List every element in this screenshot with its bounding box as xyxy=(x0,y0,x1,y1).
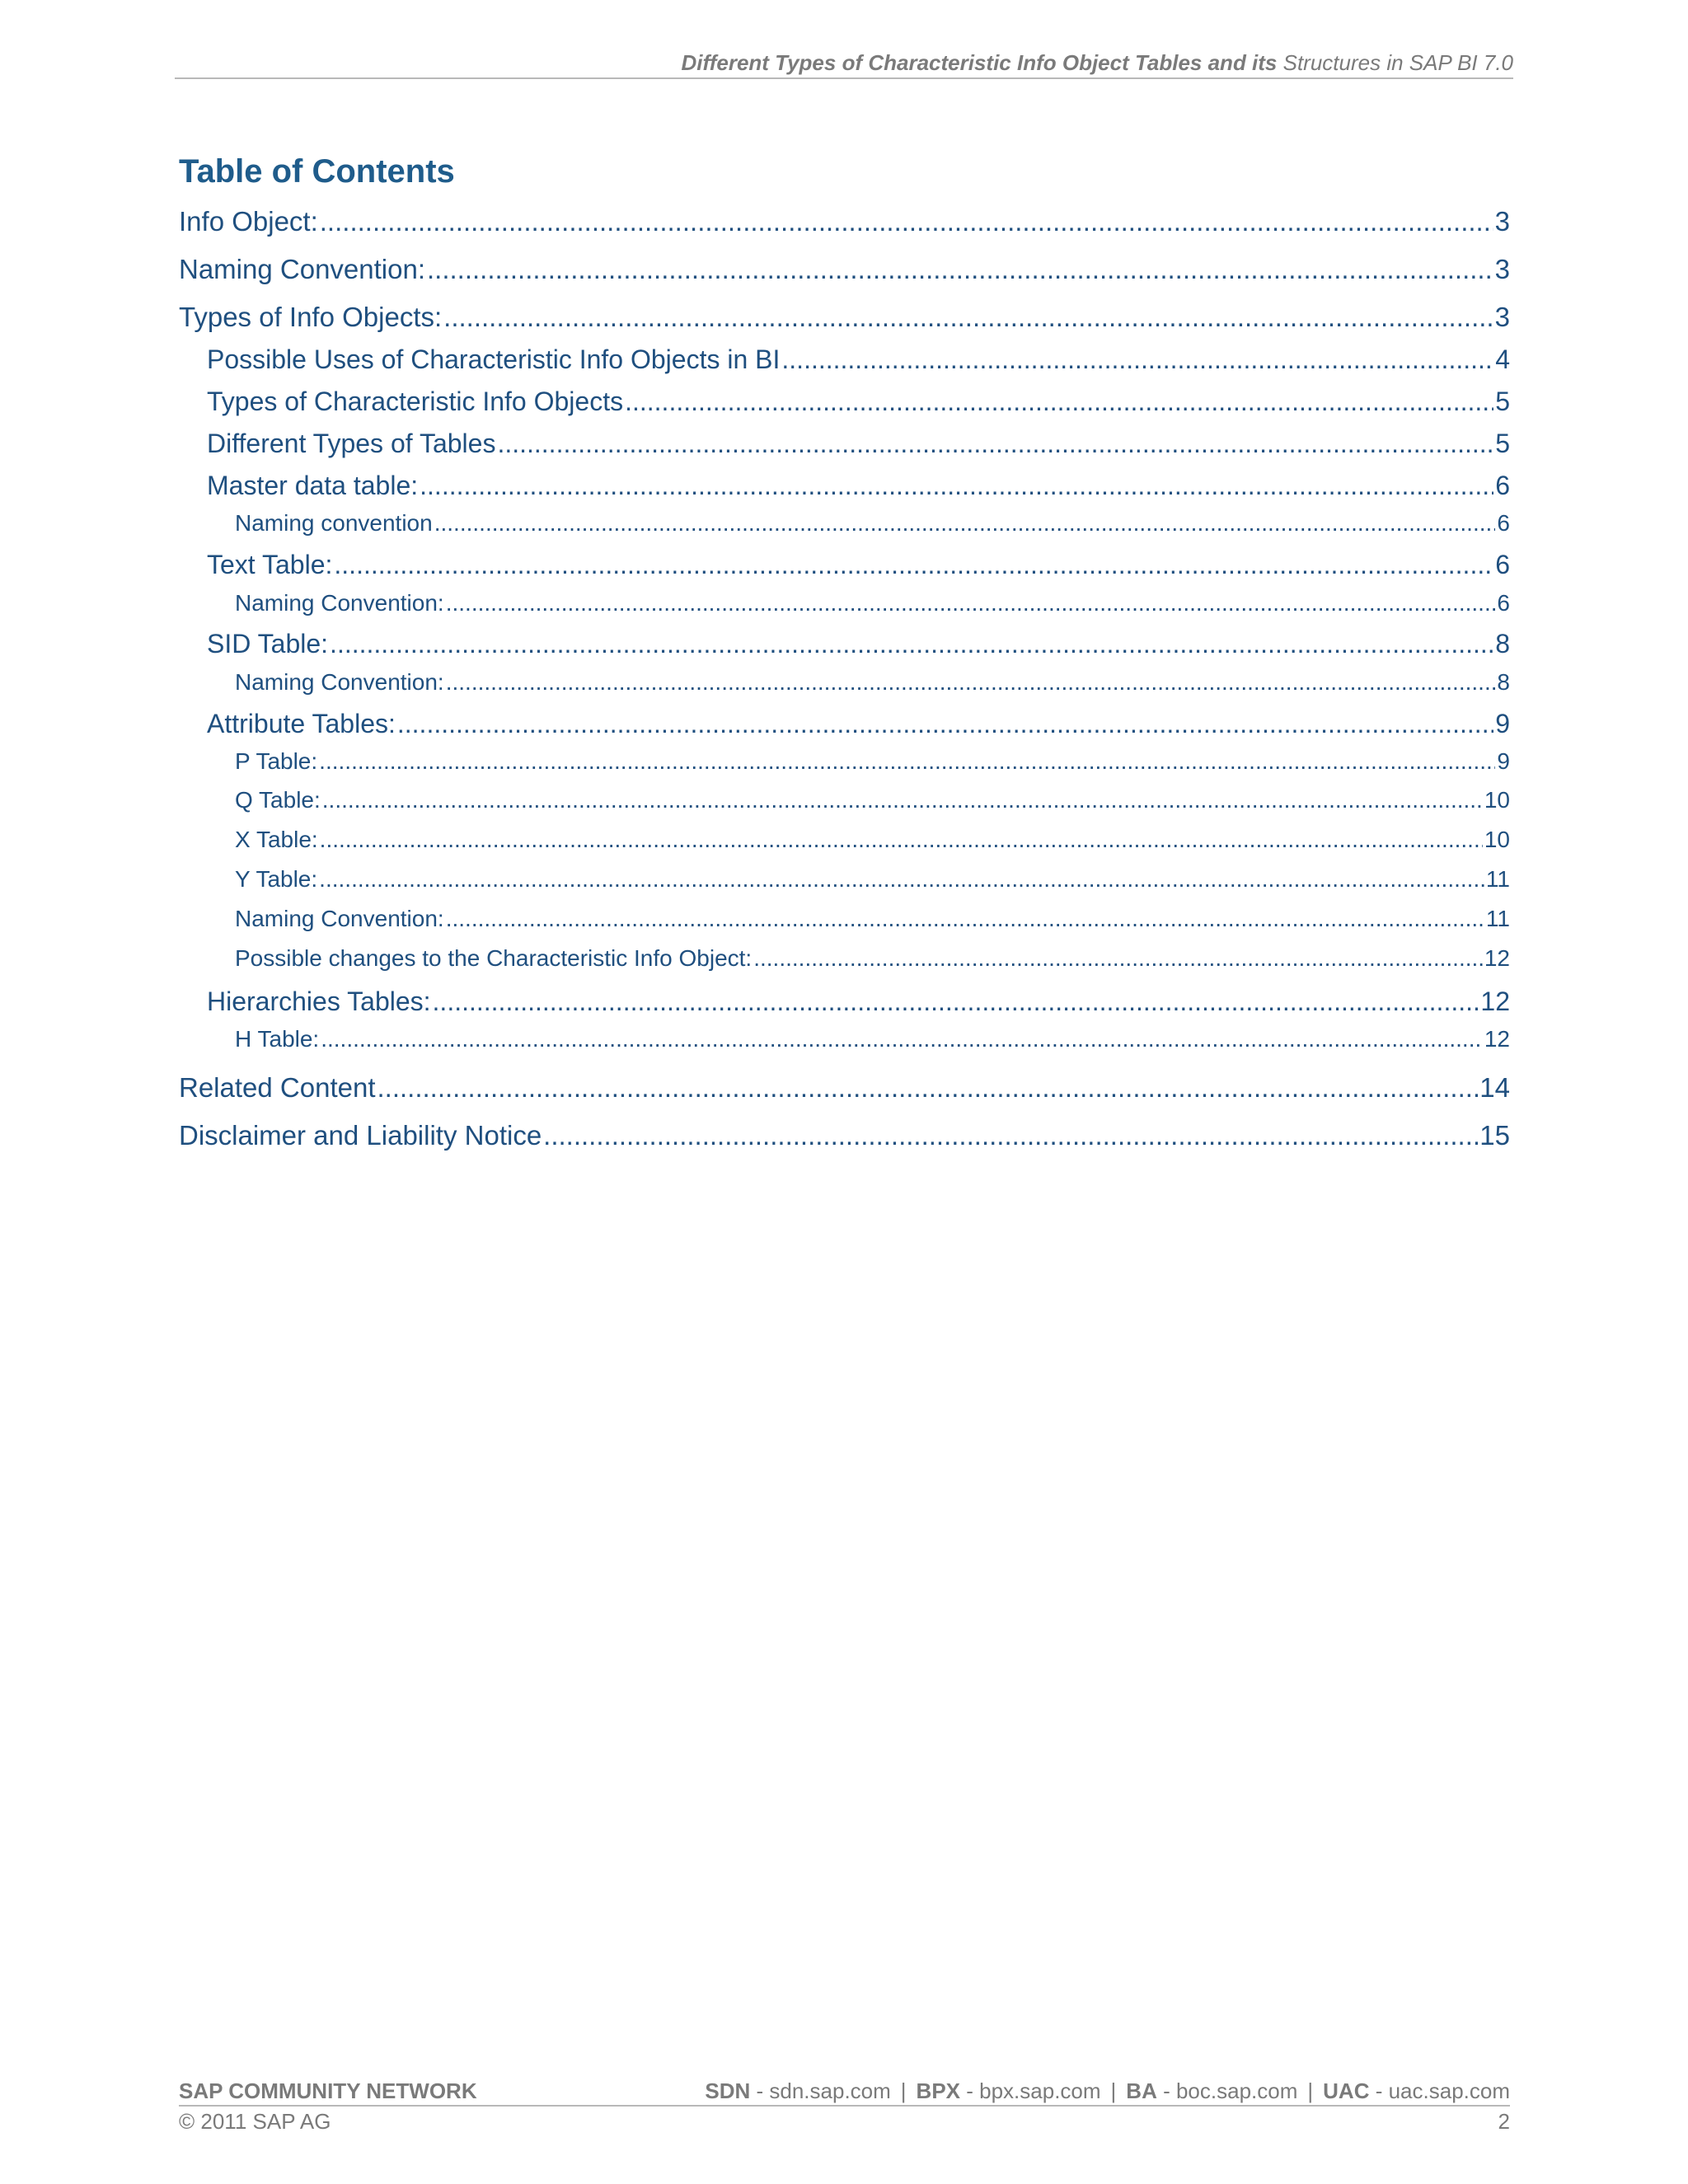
toc-entry-title: Info Object: xyxy=(179,206,318,237)
toc-dot-leader xyxy=(321,1026,1483,1052)
footer-link-separator: | xyxy=(1307,2079,1314,2103)
toc-entry-title: Types of Info Objects: xyxy=(179,302,443,332)
toc-dot-leader xyxy=(427,254,1493,285)
toc-dot-leader xyxy=(433,987,1479,1017)
toc-heading: Table of Contents xyxy=(179,153,455,190)
toc-entry-title: H Table: xyxy=(235,1026,320,1052)
toc-dot-leader xyxy=(443,302,1493,333)
footer-link-url: uac.sap.com xyxy=(1388,2079,1510,2103)
toc-entry[interactable] xyxy=(207,987,1510,1017)
toc-dot-leader xyxy=(319,748,1495,775)
header-title-light: Structures in SAP BI 7.0 xyxy=(1277,50,1513,75)
header-title-bold: Different Types of Characteristic Info Object Tables and its xyxy=(681,50,1278,75)
toc-entry-title: P Table: xyxy=(235,748,318,774)
footer-bottom-row xyxy=(179,2107,1510,2136)
toc-dot-leader xyxy=(446,669,1496,696)
toc-dot-leader xyxy=(625,387,1493,417)
toc-dot-leader xyxy=(334,550,1493,580)
toc-dot-leader xyxy=(446,590,1496,616)
toc-entry-page: 3 xyxy=(1494,206,1510,237)
toc-entry-title: SID Table: xyxy=(207,629,329,658)
toc-entry[interactable] xyxy=(235,906,1510,932)
toc-dot-leader xyxy=(497,429,1493,459)
toc-entry[interactable] xyxy=(235,866,1510,893)
toc-dot-leader xyxy=(320,206,1493,237)
toc-entry-title: Naming convention xyxy=(235,510,433,536)
footer-link-url: boc.sap.com xyxy=(1175,2079,1298,2103)
toc-entry-page: 9 xyxy=(1497,748,1510,774)
footer-link-dash: - xyxy=(750,2079,770,2103)
toc-entry-title: Disclaimer and Liability Notice xyxy=(179,1120,542,1151)
toc-entry-page: 12 xyxy=(1484,945,1510,971)
toc-entry[interactable] xyxy=(179,206,1510,237)
toc-entry[interactable] xyxy=(235,510,1510,537)
toc-dot-leader xyxy=(446,906,1484,932)
toc-entry[interactable] xyxy=(207,629,1510,659)
toc-entry-title: Master data table: xyxy=(207,471,419,500)
toc-dot-leader xyxy=(377,1072,1479,1104)
footer-link-separator: | xyxy=(900,2079,907,2103)
toc-dot-leader xyxy=(420,471,1493,501)
toc-entry[interactable] xyxy=(179,302,1510,333)
toc-dot-leader xyxy=(434,510,1496,537)
toc-entry-title: Text Table: xyxy=(207,550,333,579)
footer-link-label: BPX xyxy=(916,2079,961,2103)
toc-entry-page: 8 xyxy=(1495,629,1510,658)
footer-brand: SAP COMMUNITY NETWORK xyxy=(179,2079,477,2103)
toc-entry[interactable] xyxy=(207,344,1510,375)
footer-link-url: sdn.sap.com xyxy=(769,2079,891,2103)
toc-entry-title: Naming Convention: xyxy=(179,254,425,284)
toc-entry-page: 14 xyxy=(1479,1072,1510,1103)
footer-page-number: 2 xyxy=(1498,2109,1510,2134)
toc-entry-page: 8 xyxy=(1497,669,1510,695)
page-footer xyxy=(179,2077,1510,2136)
toc-entry-page: 10 xyxy=(1484,787,1510,813)
toc-entry[interactable] xyxy=(235,827,1510,853)
footer-link-separator: | xyxy=(1110,2079,1117,2103)
toc-entry[interactable] xyxy=(179,1072,1510,1104)
toc-entry-page: 12 xyxy=(1484,1026,1510,1052)
toc-dot-leader xyxy=(753,945,1483,972)
toc-entry[interactable] xyxy=(179,254,1510,285)
footer-link-label: BA xyxy=(1126,2079,1157,2103)
footer-link-dash: - xyxy=(1156,2079,1176,2103)
toc-entry-page: 6 xyxy=(1495,550,1510,579)
toc-entry[interactable] xyxy=(235,590,1510,616)
toc-entry-page: 6 xyxy=(1497,510,1510,536)
toc-dot-leader xyxy=(320,827,1483,853)
footer-copyright: © 2011 SAP AG xyxy=(179,2109,331,2134)
toc-entry-page: 3 xyxy=(1494,302,1510,332)
footer-link-url: bpx.sap.com xyxy=(979,2079,1101,2103)
footer-link[interactable] xyxy=(1323,2079,1510,2103)
toc-entry-title: Naming Convention: xyxy=(235,906,444,931)
toc-entry-title: Attribute Tables: xyxy=(207,709,396,738)
footer-link-label: SDN xyxy=(705,2079,751,2103)
toc-entry[interactable] xyxy=(207,550,1510,580)
toc-entry[interactable] xyxy=(207,429,1510,459)
toc-entry[interactable] xyxy=(235,1026,1510,1052)
toc-entry-page: 12 xyxy=(1480,987,1510,1016)
toc-entry-title: Different Types of Tables xyxy=(207,429,496,458)
toc-entry[interactable] xyxy=(207,709,1510,739)
toc-entry-page: 5 xyxy=(1495,429,1510,458)
toc-dot-leader xyxy=(781,344,1493,375)
toc-entry-page: 3 xyxy=(1494,254,1510,284)
toc-entry-title: Possible Uses of Characteristic Info Objects in BI xyxy=(207,344,781,374)
toc-entry-page: 11 xyxy=(1485,866,1510,892)
footer-link[interactable] xyxy=(1126,2079,1297,2103)
toc-entry-page: 15 xyxy=(1479,1120,1510,1151)
toc-entry-title: Naming Convention: xyxy=(235,669,444,695)
toc-entry[interactable] xyxy=(235,748,1510,775)
footer-link-dash: - xyxy=(960,2079,980,2103)
toc-entry-page: 6 xyxy=(1497,590,1510,616)
toc-entry-page: 6 xyxy=(1495,471,1510,500)
footer-link[interactable] xyxy=(705,2079,890,2103)
footer-link-dash: - xyxy=(1369,2079,1389,2103)
toc-dot-leader xyxy=(330,629,1493,659)
toc-entry-page: 5 xyxy=(1495,387,1510,416)
toc-dot-leader xyxy=(322,787,1483,813)
page-header xyxy=(175,48,1513,79)
toc-entry-page: 9 xyxy=(1495,709,1510,738)
footer-link-label: UAC xyxy=(1323,2079,1370,2103)
toc-entry[interactable] xyxy=(235,669,1510,696)
footer-links xyxy=(705,2077,1510,2105)
toc-entry-title: Q Table: xyxy=(235,787,321,813)
toc-entry-title: Naming Convention: xyxy=(235,590,444,616)
toc-entry-page: 4 xyxy=(1495,344,1510,374)
toc-entry-title: Types of Characteristic Info Objects xyxy=(207,387,624,416)
toc-entry-title: Hierarchies Tables: xyxy=(207,987,431,1016)
toc-dot-leader xyxy=(543,1120,1478,1151)
toc-dot-leader xyxy=(397,709,1493,739)
toc-entry[interactable] xyxy=(179,1120,1510,1151)
toc-entry[interactable] xyxy=(235,787,1510,813)
toc-entry-page: 10 xyxy=(1484,827,1510,852)
toc-entry-title: Possible changes to the Characteristic Info Object: xyxy=(235,945,753,971)
footer-top-row xyxy=(179,2077,1510,2107)
toc-entry-title: Y Table: xyxy=(235,866,318,892)
toc-entry-page: 11 xyxy=(1485,906,1510,931)
toc-entry-title: X Table: xyxy=(235,827,318,852)
toc-entry-title: Related Content xyxy=(179,1072,376,1103)
footer-link[interactable] xyxy=(917,2079,1101,2103)
toc-entry[interactable] xyxy=(235,945,1510,972)
toc-entry[interactable] xyxy=(207,471,1510,501)
toc-dot-leader xyxy=(319,866,1484,893)
toc-entry[interactable] xyxy=(207,387,1510,417)
